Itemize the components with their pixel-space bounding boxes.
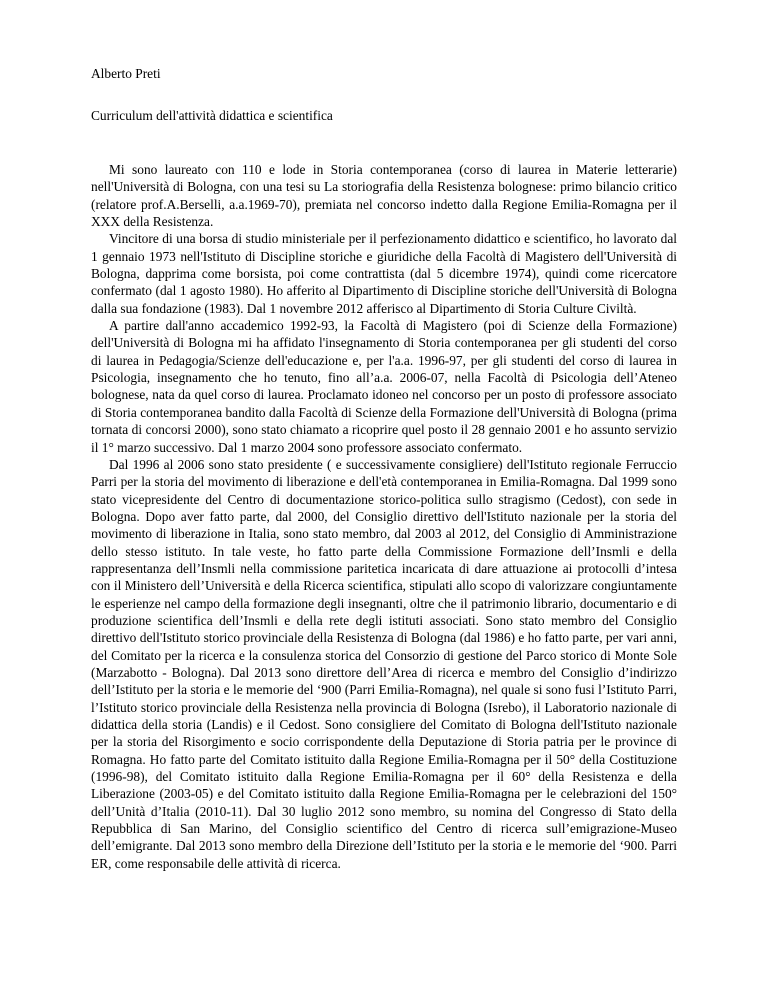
document-subtitle: Curriculum dell'attività didattica e scientifica [91, 108, 333, 123]
document-body [91, 161, 677, 872]
author-name: Alberto Preti [91, 66, 161, 81]
paragraph-ricercatore: Vincitore di una borsa di studio ministeriale per il perfezionamento didattico e scientifico, ho lavorato dal 1 gennaio 1973 nell'Istituto di Discipline storiche e giuridiche della Facoltà di Magistero dell'Università di Bologna, dapprima come borsista, poi come contrattista (dal 5 dicembre 1974), quindi come ricercatore confermato (dal 1 agosto 1980). Ho afferito al Dipartimento di Discipline storiche dell'Università di Bologna dalla sua fondazione (1983). Dal 1 novembre 2012 afferisco al Dipartimento di Storia Culture Civiltà. [91, 231, 677, 316]
paragraph-insegnamento: A partire dall'anno accademico 1992-93, la Facoltà di Magistero (poi di Scienze della Formazione) dell'Università di Bologna mi ha affidato l'insegnamento di Storia contemporanea per gli studenti del corso di laurea in Pedagogia/Scienze dell'educazione e, per l'a.a. 1996-97, per gli studenti del corso di laurea in Psicologia, insegnamento che ho tenuto, fino all’a.a. 2006-07, nella Facoltà di Psicologia dell’Ateneo bolognese, nata da quel corso di laurea. Proclamato idoneo nel concorso per un posto di professore associato di Storia contemporanea bandito dalla Facoltà di Scienze della Formazione dell'Università di Bologna (prima tornata di concorsi 2000), sono stato chiamato a ricoprire quel posto il 28 gennaio 2001 e ho assunto servizio il 1° marzo successivo. Dal 1 marzo 2004 sono professore associato confermato. [91, 318, 677, 455]
paragraph-incarichi: Dal 1996 al 2006 sono stato presidente ( e successivamente consigliere) dell'Istituto regionale Ferruccio Parri per la storia del movimento di liberazione e dell'età contemporanea in Emilia-Romagna. Dal 1999 sono stato vicepresidente del Centro di documentazione storico-politica sullo stragismo (Cedost), con sede in Bologna. Dopo aver fatto parte, dal 2000, del Consiglio direttivo dell'Istituto nazionale per la storia del movimento di liberazione in Italia, sono stato membro, dal 2003 al 2012, del Consiglio di Amministrazione dello stesso istituto. In tale veste, ho fatto parte della Commissione Formazione dell’Insmli e della rappresentanza dell’Insmli nella commissione paritetica incaricata di dare attuazione ai protocolli d’intesa con il Ministero dell’Università e della Ricerca scientifica, stipulati allo scopo di valorizzare congiuntamente le esperienze nel campo della formazione degli insegnanti, oltre che il patrimonio librario, documentario e di produzione scientifica dell’Insmli e della rete degli istituti associati. Sono stato membro del Consiglio direttivo dell'Istituto storico provinciale della Resistenza di Bologna (dal 1986) e ho fatto parte, per vari anni, del Comitato per la ricerca e la consulenza storica del Consorzio di gestione del Parco storico di Monte Sole (Marzabotto - Bologna). Dal 2013 sono direttore dell’Area di ricerca e membro del Consiglio d’indirizzo dell’Istituto per la storia e le memorie del ‘900 (Parri Emilia-Romagna), nel quale si sono fusi l’Istituto Parri, l’Istituto storico provinciale della Resistenza nella provincia di Bologna (Isrebo), il Laboratorio nazionale di didattica della storia (Landis) e il Cedost. Sono consigliere del Comitato di Bologna dell'Istituto nazionale per la storia del Risorgimento e socio corrispondente della Deputazione di Storia patria per le province di Romagna. Ho fatto parte del Comitato istituito dalla Regione Emilia-Romagna per il 50° della Costituzione (1996-98), del Comitato istituito dalla Regione Emilia-Romagna per il 60° della Resistenza e della Liberazione (2003-05) e del Comitato istituito dalla Regione Emilia-Romagna per le celebrazioni del 150° dell’Unità d’Italia (2010-11). Dal 30 luglio 2012 sono membro, su nomina del Congresso di Stato della Repubblica di San Marino, del Consiglio scientifico del Centro di ricerca sull’emigrazione-Museo dell’emigrante. Dal 2013 sono membro della Direzione dell’Istituto per la storia e le memorie del ‘900. Parri ER, come responsabile delle attività di ricerca. [91, 456, 677, 871]
paragraph-laurea: Mi sono laureato con 110 e lode in Storia contemporanea (corso di laurea in Materie letterarie) nell'Università di Bologna, con una tesi su La storiografia della Resistenza bolognese: primo bilancio critico (relatore prof.A.Berselli, a.a.1969-70), premiata nel concorso indetto dalla Regione Emilia-Romagna per il XXX della Resistenza. [91, 162, 677, 230]
